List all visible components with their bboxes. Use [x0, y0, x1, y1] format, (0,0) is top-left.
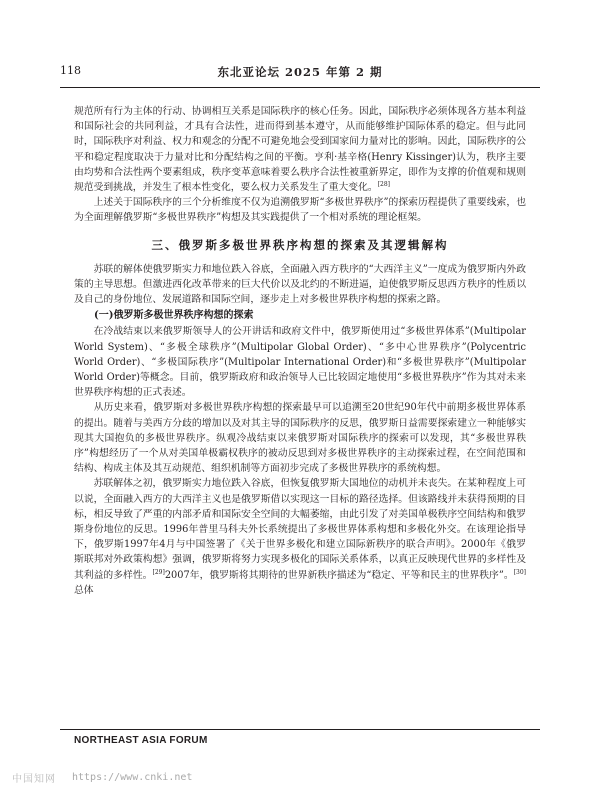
paragraph-5: 从历史来看，俄罗斯对多极世界秩序构想的探索最早可以追溯至20世纪90年代中前期多极世界体系的提出。随着与美西方分歧的增加以及对其主导的国际秩序的反思，俄罗斯日益需要探索建立一种能够实现其大国抱负的多极世界秩序。纵观冷战结束以来俄罗斯对国际秩序的探索可以发现，其“多极世界秩序”构想经历了一个从对美国单极霸权秩序的被动反思到对多极世界秩序的主动探索过程，在空间范围和结构、构成主体及其互动规范、组织机制等方面初步完成了多极世界秩序的系统构想。: [74, 402, 526, 475]
paragraph-6: [74, 476, 526, 598]
header-rule: [60, 87, 540, 88]
cnki-logo: 中国知网: [12, 774, 56, 785]
subsection-heading: (一)俄罗斯多极世界秩序构想的探索: [94, 310, 254, 322]
cnki-watermark: [12, 770, 192, 785]
cnki-url[interactable]: https://www.cnki.net: [72, 772, 193, 783]
paragraph-1: [74, 104, 526, 195]
journal-title: 东北亚论坛 2025 年第 2 期: [217, 65, 383, 79]
journal-footer: NORTHEAST ASIA FORUM: [74, 735, 208, 746]
page-header: [60, 64, 540, 84]
paragraph-6-tail: 2007年，俄罗斯将其期待的世界新秩序描述为“稳定、平等和民主的世界秩序”。: [164, 569, 514, 581]
paragraph-3: 苏联的解体使俄罗斯实力和地位跌入谷底，全面融入西方秩序的“大西洋主义”一度成为俄罗斯内外政策的主导思想。但激进西化改革带来的巨大代价以及北约的不断进逼，迫使俄罗斯反思西方秩序的性质以及自己的身份地位、发展道路和国际空间，逐步走上对多极世界秩序构想的探索之路。: [74, 263, 526, 306]
paragraph-6-text: 苏联解体之初，俄罗斯实力地位跌入谷底，但恢复俄罗斯大国地位的动机并未丧失。在某种程度上可以说，全面融入西方的大西洋主义也是俄罗斯借以实现这一目标的路径选择。但该路线并未获得预期的目标，相反导致了严重的内部矛盾和国际安全空间的大幅萎缩，由此引发了对美国单极秩序空间结构和俄罗斯身份地位的反思。1996年普里马科夫外长系统提出了多极世界体系构想和多极化外交。在该理论指导下，俄罗斯1997年4月与中国签署了《关于世界多极化和建立国际新秩序的联合声明》。2000年《俄罗斯联邦对外政策构想》强调，俄罗斯将努力实现多极化的国际关系体系，以真正反映现代世界的多样性及其利益的多样性。: [74, 478, 526, 581]
citation-28: [28]: [377, 181, 391, 189]
paragraph-1-text: 规范所有行为主体的行动、协调相互关系是国际秩序的核心任务。因此，国际秩序必须体现各方基本利益和国际社会的共同利益，才具有合法性，进而得到基本遵守，从而能够维护国际体系的稳定。但与此同时，国际秩序对利益、权力和观念的分配不可避免地会受到国家间力量对比的影响。因此，国际秩序的公平和稳定程度取决于力量对比和分配结构之间的平衡。亨利·基辛格(Henry Kissinger)认为，秩序主要由均势和合法性两个要素组成，秩序变革意味着要么秩序合法性被重新界定，即作为支撑的价值观和规则规范受到挑战，并发生了根本性变化，要么权力关系发生了重大变化。: [74, 106, 526, 194]
paragraph-2: 上述关于国际秩序的三个分析维度不仅为追溯俄罗斯“多极世界秩序”的探索历程提供了重要线索，也为全面理解俄罗斯“多极世界秩序”构想及其实践提供了一个相对系统的理论框架。: [74, 197, 526, 224]
page-number: 118: [60, 64, 81, 77]
footer-rule: [60, 729, 540, 730]
paragraph-6-end: 总体: [74, 584, 94, 596]
paragraph-4: 在冷战结束以来俄罗斯领导人的公开讲话和政府文件中，俄罗斯使用过“多极世界体系”(Multipolar World System)、“多极全球秩序”(Multipolar Global Order)、“多中心世界秩序”(Polycentric World Order)、“多极国际秩序”(Multipolar International Order)和“多极世界秩序”(Multipolar World Order)等概念。目前，俄罗斯政府和政治领导人已比较固定地使用“多极世界秩序”作为其对未来世界秩序构想的正式表述。: [74, 326, 526, 399]
citation-29: [29]: [152, 568, 165, 576]
article-body: [74, 104, 526, 598]
section-heading: 三、俄罗斯多极世界秩序构想的探索及其逻辑解构: [151, 237, 449, 252]
citation-30: [30]: [513, 568, 527, 576]
